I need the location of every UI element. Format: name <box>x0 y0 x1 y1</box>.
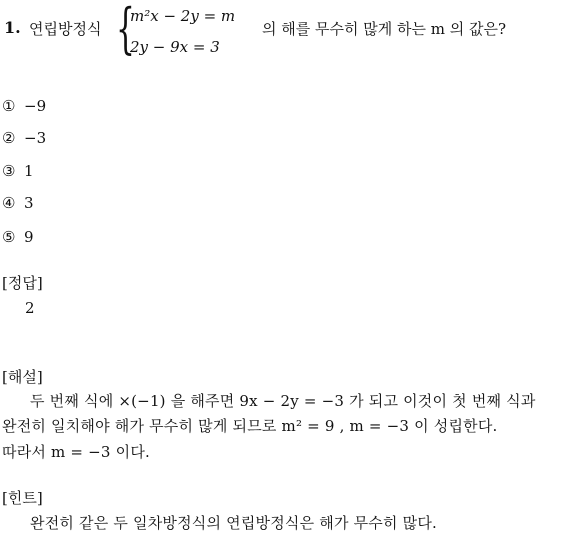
question-number: 1. <box>4 18 21 37</box>
system-brace: { <box>116 0 135 60</box>
hint-label: [힌트] <box>2 489 43 507</box>
choice-5-marker: ⑤ <box>2 228 16 246</box>
choice-2-value: −3 <box>24 129 47 147</box>
choice-5-value: 9 <box>24 228 34 246</box>
choice-2-marker: ② <box>2 129 16 147</box>
equation-1: m²x − 2y = m <box>130 7 236 25</box>
answer-value: 2 <box>25 299 35 317</box>
explanation-label: [해설] <box>2 368 43 386</box>
choice-3-marker: ③ <box>2 162 16 180</box>
question-prefix: 연립방정식 <box>29 20 102 38</box>
choice-4-marker: ④ <box>2 194 16 212</box>
answer-label: [정답] <box>2 274 43 292</box>
equation-2: 2y − 9x = 3 <box>130 38 220 56</box>
question-suffix: 의 해를 무수히 많게 하는 m 의 값은? <box>262 20 507 38</box>
explanation-line-1: 두 번째 식에 ×(−1) 을 해주면 9x − 2y = −3 가 되고 이것이 첫 번째 식과 <box>30 392 536 410</box>
hint-text: 완전히 같은 두 일차방정식의 연립방정식은 해가 무수히 많다. <box>30 514 437 532</box>
choice-4-value: 3 <box>24 194 34 212</box>
explanation-line-3: 따라서 m = −3 이다. <box>2 443 150 461</box>
choice-1-marker: ① <box>2 97 16 115</box>
choice-1-value: −9 <box>24 97 47 115</box>
choice-3-value: 1 <box>24 162 34 180</box>
explanation-line-2: 완전히 일치해야 해가 무수히 많게 되므로 m² = 9 , m = −3 이 성립한다. <box>2 417 498 435</box>
